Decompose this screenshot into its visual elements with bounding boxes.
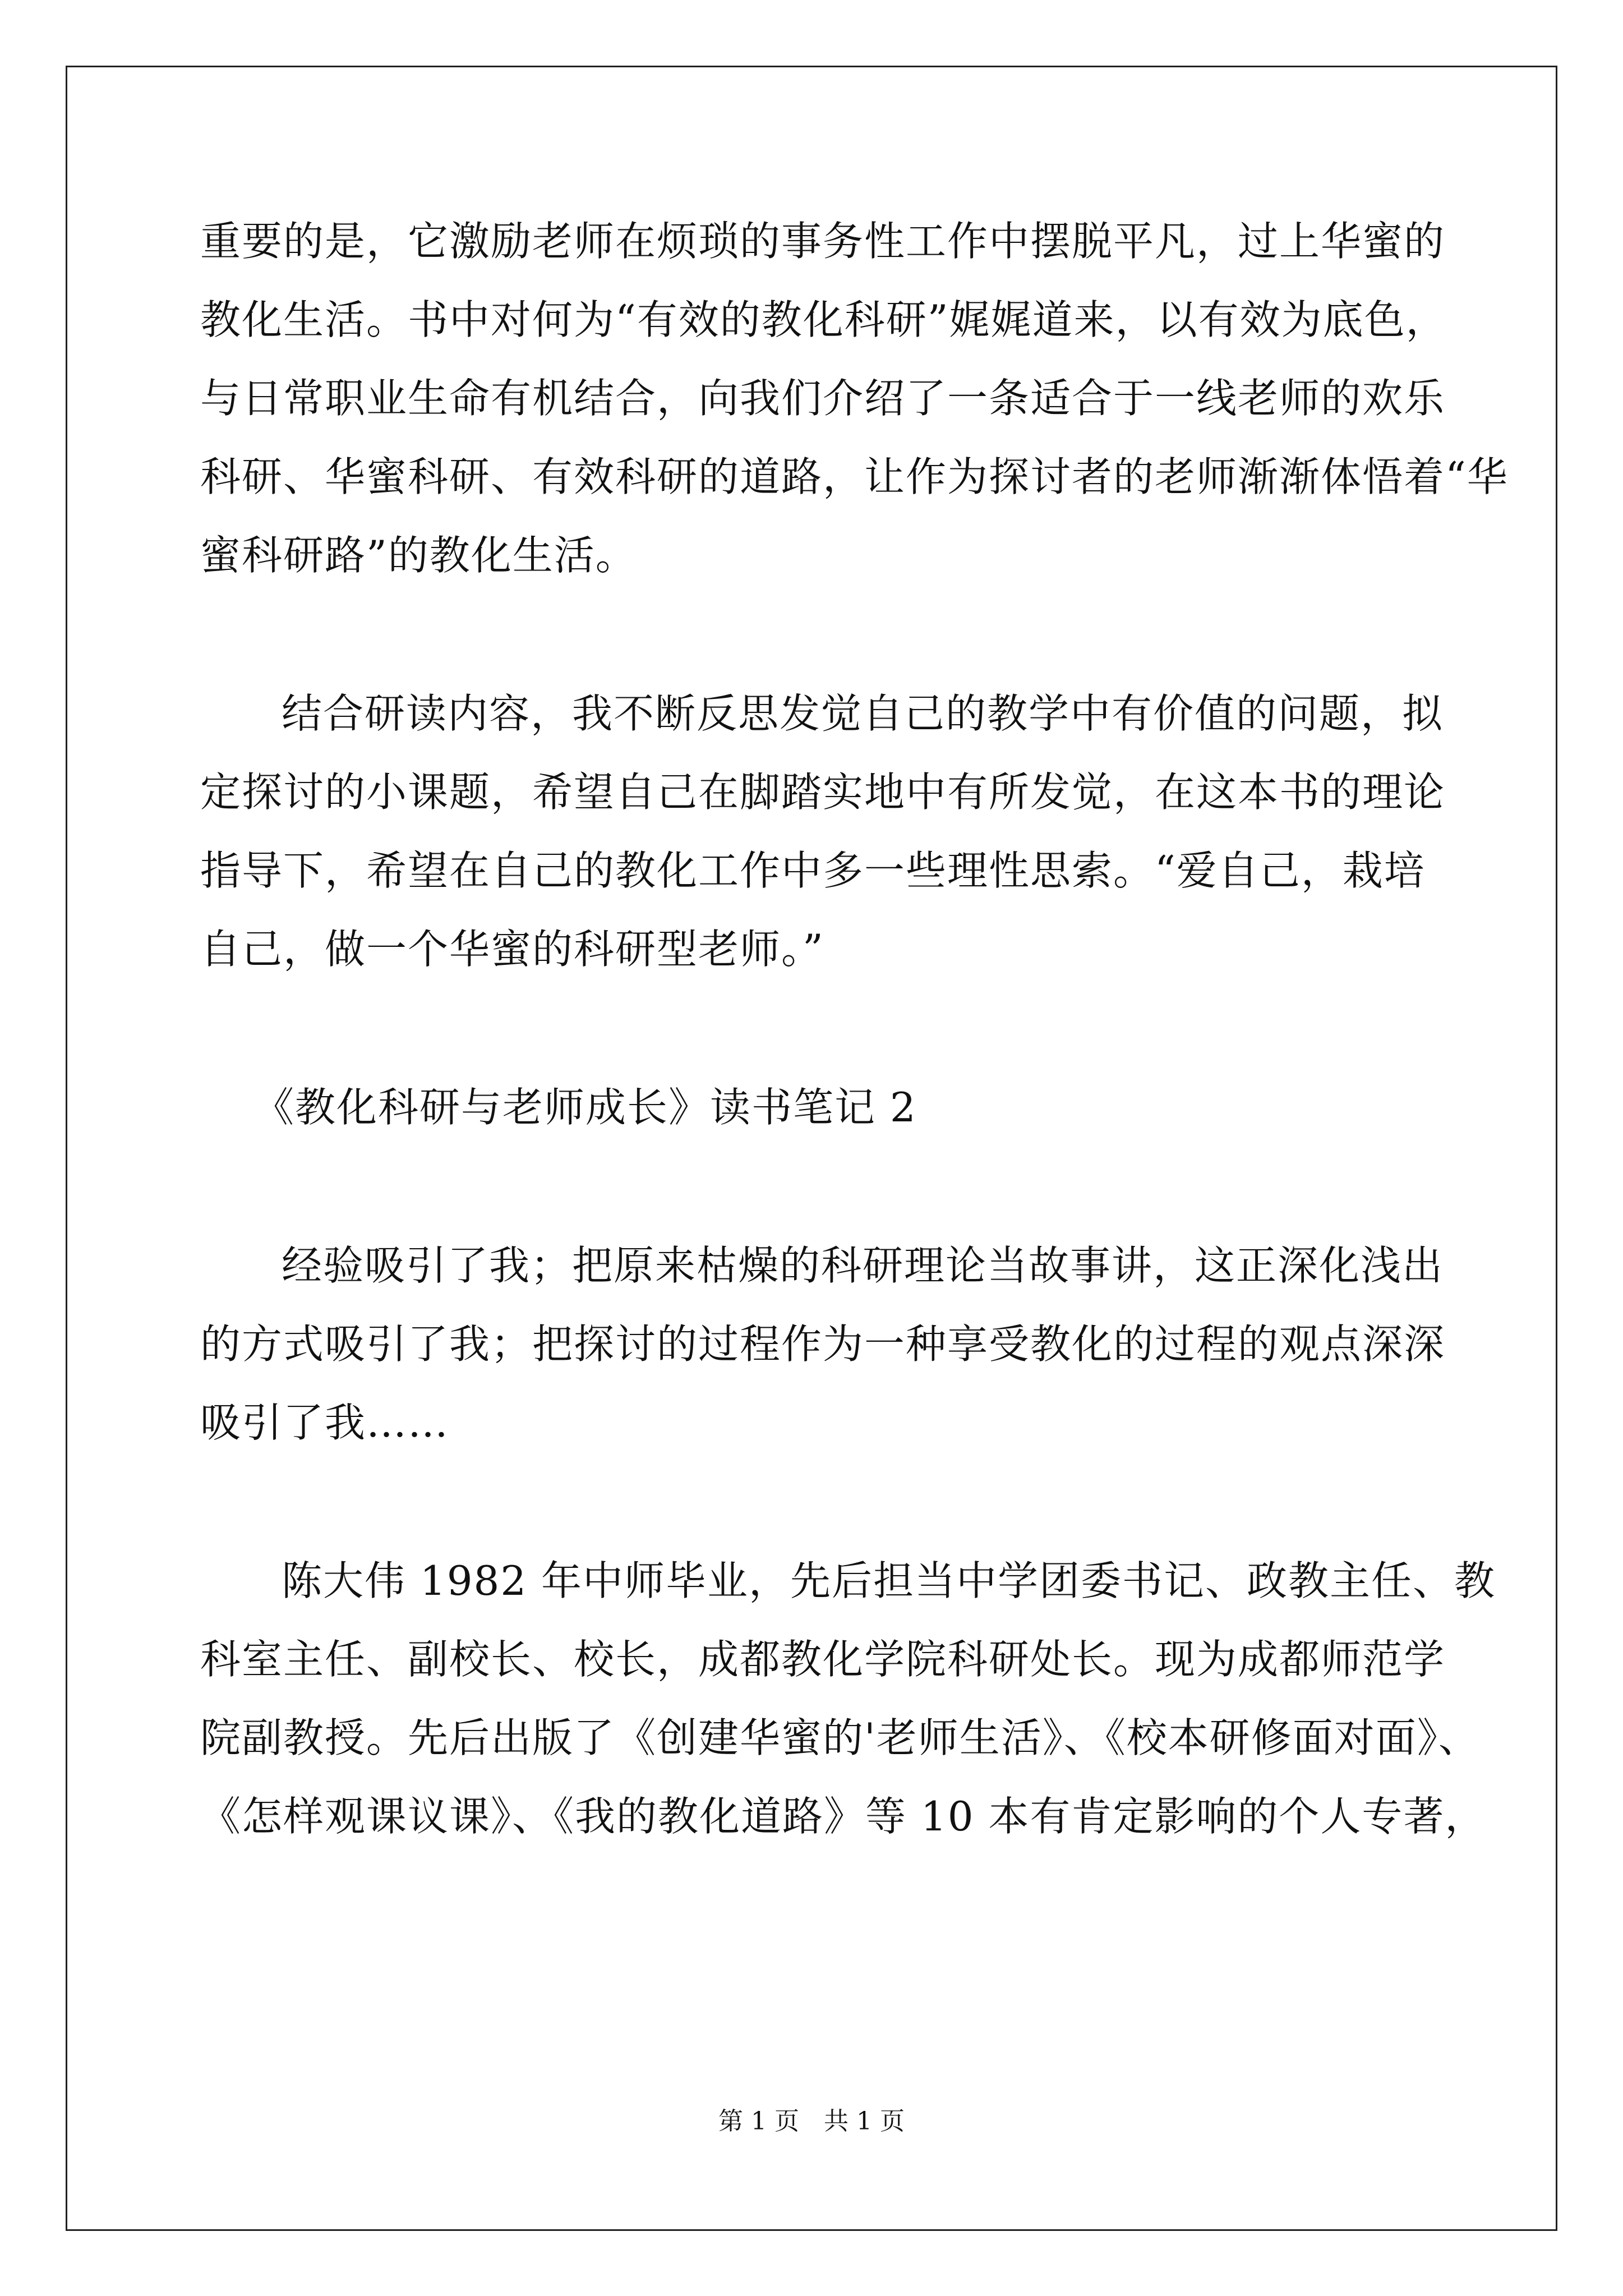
text-line: 自己，做一个华蜜的科研型老师。” — [200, 926, 824, 973]
paragraph-spacer — [200, 595, 1496, 674]
paragraph-spacer — [200, 988, 1496, 1068]
paragraph-3 — [200, 1226, 1496, 1462]
text-line: 结合研读内容，我不断反思发觉自己的教学中有价值的问题，拟 — [282, 690, 1444, 737]
paragraph-spacer — [200, 1147, 1496, 1226]
text-line: 指导下，希望在自己的教化工作中多一些理性思索。“爱自己，栽培 — [200, 847, 1426, 894]
paragraph-4 — [200, 1542, 1496, 1856]
text-line: 重要的是，它激励老师在烦琐的事务性工作中摆脱平凡，过上华蜜的 — [200, 218, 1446, 265]
paragraph-1 — [200, 202, 1509, 595]
text-line: 蜜科研路”的教化生活。 — [200, 532, 637, 579]
document-body — [200, 202, 1509, 1856]
section-heading: 《教化科研与老师成长》读书笔记 2 — [253, 1084, 917, 1131]
text-line: 经验吸引了我；把原来枯燥的科研理论当故事讲，这正深化浅出 — [282, 1242, 1444, 1289]
text-line: 科室主任、副校长、校长，成都教化学院科研处长。现为成都师范学 — [200, 1636, 1446, 1683]
paragraph-2 — [200, 674, 1496, 988]
text-line: 定探讨的小课题，希望自己在脚踏实地中有所发觉，在这本书的理论 — [200, 769, 1446, 816]
text-line: 科研、华蜜科研、有效科研的道路，让作为探讨者的老师渐渐体悟着“华 — [200, 453, 1509, 500]
text-line: 院副教授。先后出版了《创建华蜜的'老师生活》、《校本研修面对面》、 — [200, 1714, 1480, 1761]
text-line: 吸引了我…… — [200, 1399, 450, 1446]
paragraph-spacer — [200, 1462, 1496, 1542]
text-line: 陈大伟 1982 年中师毕业，先后担当中学团委书记、政教主任、教 — [282, 1557, 1496, 1604]
page-footer: 第 1 页 共 1 页 — [718, 2107, 905, 2136]
text-line: 《怎样观课议课》、《我的教化道路》等 10 本有肯定影响的个人专著， — [200, 1793, 1487, 1840]
text-line: 与日常职业生命有机结合，向我们介绍了一条适合于一线老师的欢乐 — [200, 375, 1446, 422]
text-line: 的方式吸引了我；把探讨的过程作为一种享受教化的过程的观点深深 — [200, 1320, 1446, 1368]
text-line: 教化生活。书中对何为“有效的教化科研”娓娓道来，以有效为底色， — [200, 296, 1447, 343]
